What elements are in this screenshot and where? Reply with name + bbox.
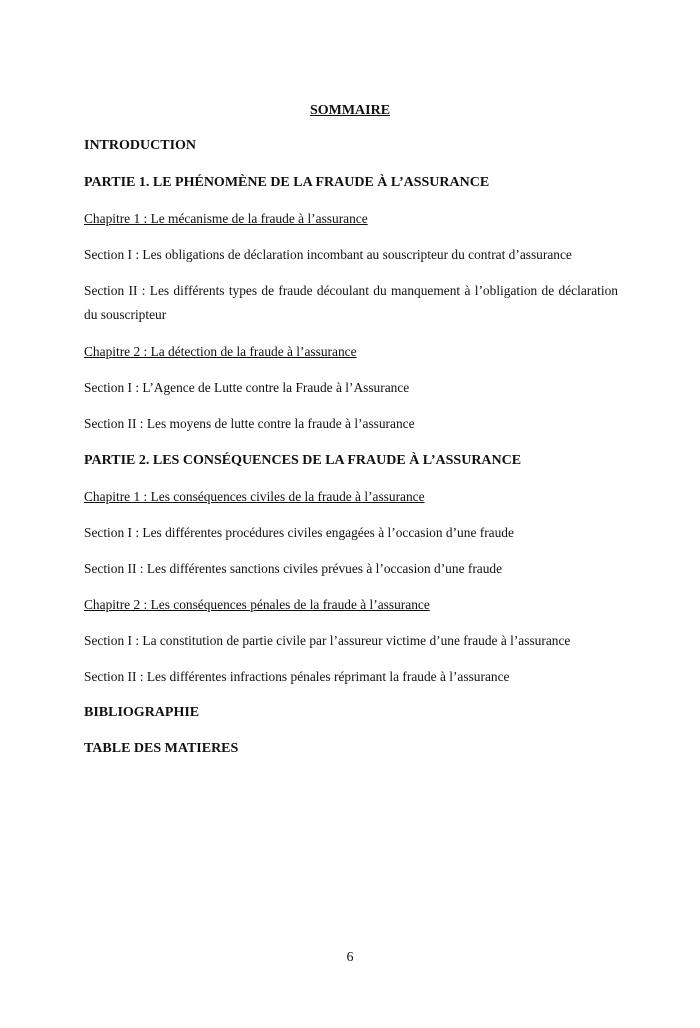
toc-partie2-chapitre2-section-2: Section II : Les différentes infractions pénales réprimant la fraude à l’assurance bbox=[84, 669, 510, 684]
toc-partie1-chapitre2-section-2: Section II : Les moyens de lutte contre la fraude à l’assurance bbox=[84, 416, 415, 431]
toc-partie2-chapitre2-section-1: Section I : La constitution de partie civile par l’assureur victime d’une fraude à l’assurance bbox=[84, 633, 571, 648]
page-number: 6 bbox=[346, 950, 354, 965]
toc-introduction: INTRODUCTION bbox=[84, 138, 197, 153]
toc-partie1-chapitre2-section-1: Section I : L’Agence de Lutte contre la Fraude à l’Assurance bbox=[84, 380, 410, 395]
toc-partie2-chapitre-1: Chapitre 1 : Les conséquences civiles de la fraude à l’assurance bbox=[84, 489, 425, 504]
toc-table-des-matieres: TABLE DES MATIERES bbox=[84, 741, 239, 756]
page-title: SOMMAIRE bbox=[309, 103, 391, 118]
toc-bibliographie: BIBLIOGRAPHIE bbox=[84, 705, 200, 720]
toc-partie1-chapitre1-section-2: Section II : Les différents types de fraude découlant du manquement à l’obligation de déclaration du souscripteur bbox=[84, 283, 618, 322]
toc-partie1-chapitre-2: Chapitre 2 : La détection de la fraude à l’assurance bbox=[84, 344, 357, 359]
toc-partie1-chapitre1-section-1: Section I : Les obligations de déclaration incombant au souscripteur du contrat d’assurance bbox=[84, 247, 572, 262]
toc-partie-2: PARTIE 2. LES CONSÉQUENCES DE LA FRAUDE À L’ASSURANCE bbox=[84, 453, 522, 468]
toc-partie-1: PARTIE 1. LE PHÉNOMÈNE DE LA FRAUDE À L’ASSURANCE bbox=[84, 175, 490, 190]
toc-partie2-chapitre-2: Chapitre 2 : Les conséquences pénales de la fraude à l’assurance bbox=[84, 597, 430, 612]
toc-partie2-chapitre1-section-2: Section II : Les différentes sanctions civiles prévues à l’occasion d’une fraude bbox=[84, 561, 503, 576]
toc-partie1-chapitre-1: Chapitre 1 : Le mécanisme de la fraude à l’assurance bbox=[84, 211, 368, 226]
toc-partie2-chapitre1-section-1: Section I : Les différentes procédures civiles engagées à l’occasion d’une fraude bbox=[84, 525, 514, 540]
